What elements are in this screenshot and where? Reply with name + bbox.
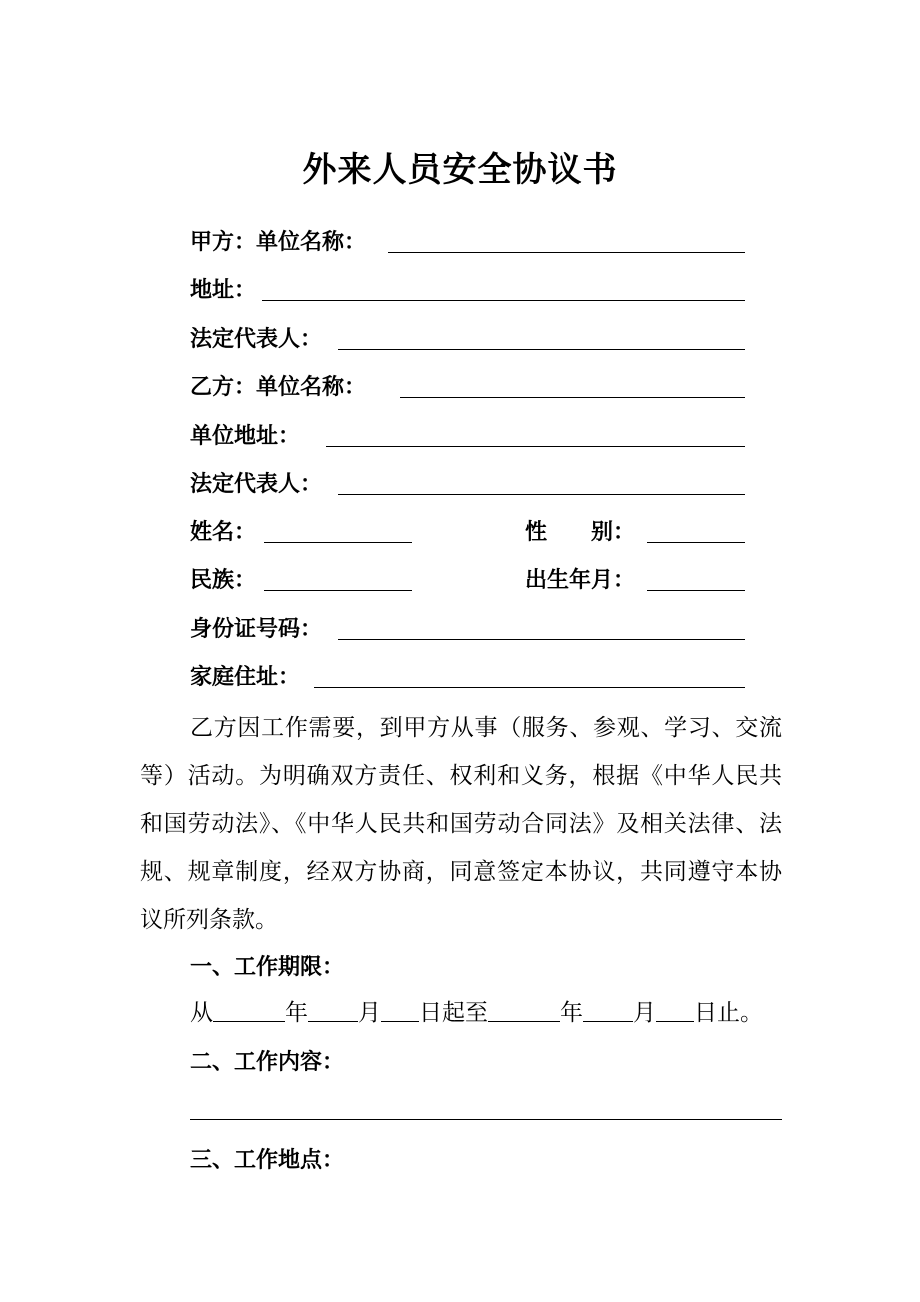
party-a-rep-label: 法定代表人： xyxy=(190,326,323,352)
party-b-address-field[interactable] xyxy=(326,446,745,447)
party-a-name-label: 甲方：单位名称： xyxy=(190,229,367,255)
section-work-period: 一、工作期限： xyxy=(190,954,345,980)
ethnicity-label: 民族： xyxy=(190,567,257,593)
end-year-field[interactable] xyxy=(488,997,560,1022)
agreement-intro-paragraph: 乙方因工作需要，到甲方从事（服务、参观、学习、交流等）活动。为明确双方责任、权利和义务，根据《中华人民共和国劳动法》、《中华人民共和国劳动合同法》及相关法律、法规、规章制度，经双方协商，同意签定本协议，共同遵守本协议所列条款。 xyxy=(140,715,782,933)
party-b-address-label: 单位地址： xyxy=(190,423,301,449)
home-address-field[interactable] xyxy=(314,687,745,688)
name-field[interactable] xyxy=(264,542,412,543)
start-month-field[interactable] xyxy=(308,997,358,1022)
section-work-content: 二、工作内容： xyxy=(190,1049,345,1075)
birth-label: 出生年月： xyxy=(525,567,636,593)
gender-label: 性 别： xyxy=(525,519,636,545)
party-a-name-field[interactable] xyxy=(388,252,745,253)
work-content-field[interactable] xyxy=(190,1119,782,1120)
period-month-text: 月 xyxy=(358,1000,381,1026)
period-year-text-2: 年 xyxy=(560,1000,583,1026)
party-b-name-field[interactable] xyxy=(400,397,745,398)
period-day-end-text: 日止。 xyxy=(694,1000,763,1026)
period-month-text-2: 月 xyxy=(633,1000,656,1026)
party-b-name-label: 乙方：单位名称： xyxy=(190,374,367,400)
name-label: 姓名： xyxy=(190,519,257,545)
party-b-rep-label: 法定代表人： xyxy=(190,471,323,497)
end-day-field[interactable] xyxy=(656,997,694,1022)
id-number-label: 身份证号码： xyxy=(190,616,323,642)
party-a-address-field[interactable] xyxy=(262,300,745,301)
home-address-label: 家庭住址： xyxy=(190,664,301,690)
birth-field[interactable] xyxy=(647,590,745,591)
start-day-field[interactable] xyxy=(381,997,419,1022)
id-number-field[interactable] xyxy=(338,639,745,640)
document-title: 外来人员安全协议书 xyxy=(302,150,618,190)
start-year-field[interactable] xyxy=(213,997,285,1022)
period-year-text: 年 xyxy=(285,1000,308,1026)
section-work-location: 三、工作地点： xyxy=(190,1147,345,1173)
work-period-line xyxy=(190,996,763,1030)
period-day-start-text: 日起至 xyxy=(419,1000,488,1026)
party-a-rep-field[interactable] xyxy=(338,349,745,350)
gender-field[interactable] xyxy=(647,542,745,543)
ethnicity-field[interactable] xyxy=(264,590,412,591)
party-a-address-label: 地址： xyxy=(190,277,257,303)
period-from-text: 从 xyxy=(190,1000,213,1026)
party-b-rep-field[interactable] xyxy=(338,494,745,495)
end-month-field[interactable] xyxy=(583,997,633,1022)
